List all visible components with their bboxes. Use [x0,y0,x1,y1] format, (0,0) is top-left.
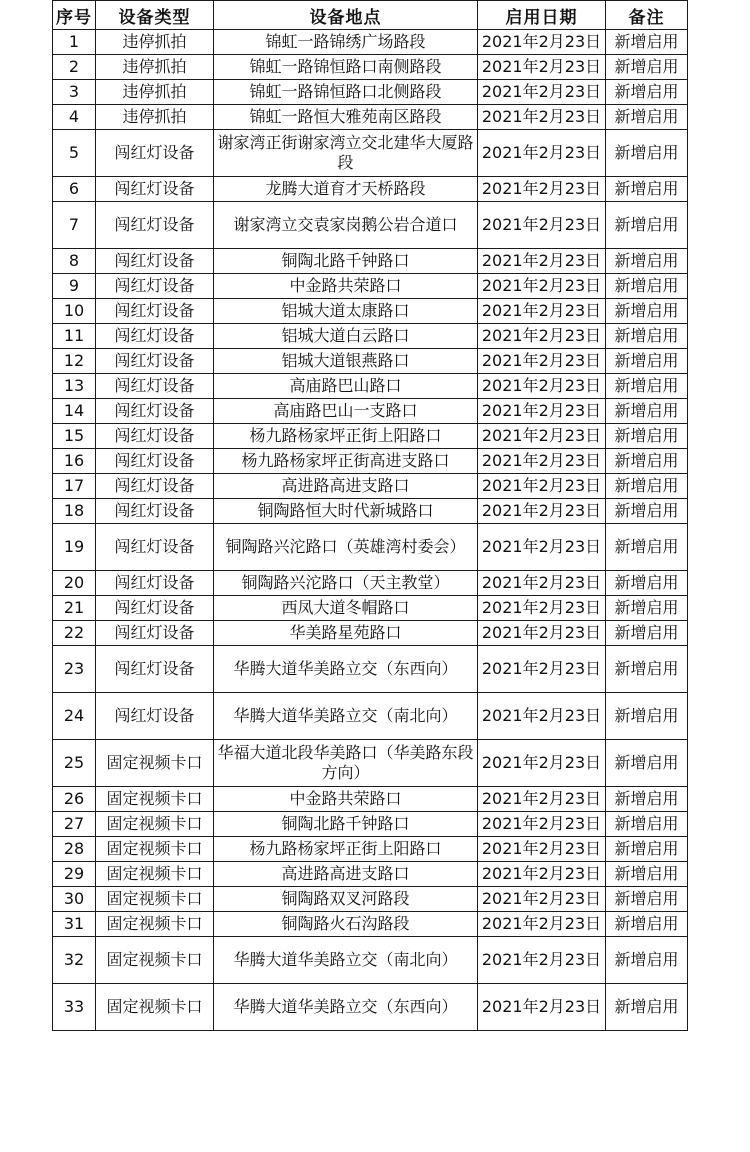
row-start-date: 2021年2月23日 [478,30,606,55]
table-row [53,324,688,349]
row-start-date: 2021年2月23日 [478,474,606,499]
table-row [53,646,688,693]
row-remarks: 新增启用 [606,937,688,984]
row-location: 铜陶北路千钟路口 [214,249,478,274]
row-serial: 28 [53,837,96,862]
row-serial: 12 [53,349,96,374]
row-location: 杨九路杨家坪正街高进支路口 [214,449,478,474]
row-serial: 29 [53,862,96,887]
row-location: 华福大道北段华美路口（华美路东段方向） [214,740,478,787]
table-row [53,274,688,299]
header-start-date: 启用日期 [478,1,606,30]
row-serial: 18 [53,499,96,524]
row-serial: 23 [53,646,96,693]
row-start-date: 2021年2月23日 [478,571,606,596]
row-remarks: 新增启用 [606,55,688,80]
table-row [53,740,688,787]
table-row [53,55,688,80]
table-row [53,862,688,887]
row-remarks: 新增启用 [606,249,688,274]
row-serial: 13 [53,374,96,399]
header-location: 设备地点 [214,1,478,30]
row-serial: 20 [53,571,96,596]
row-location: 西凤大道冬帽路口 [214,596,478,621]
row-start-date: 2021年2月23日 [478,249,606,274]
row-start-date: 2021年2月23日 [478,837,606,862]
row-start-date: 2021年2月23日 [478,130,606,177]
row-serial: 17 [53,474,96,499]
row-start-date: 2021年2月23日 [478,596,606,621]
row-device-type: 闯红灯设备 [96,596,214,621]
row-serial: 7 [53,202,96,249]
row-location: 铜陶路恒大时代新城路口 [214,499,478,524]
row-serial: 32 [53,937,96,984]
row-location: 高庙路巴山一支路口 [214,399,478,424]
row-serial: 14 [53,399,96,424]
row-start-date: 2021年2月23日 [478,862,606,887]
row-remarks: 新增启用 [606,646,688,693]
row-remarks: 新增启用 [606,202,688,249]
row-start-date: 2021年2月23日 [478,374,606,399]
table-row [53,887,688,912]
row-start-date: 2021年2月23日 [478,105,606,130]
row-device-type: 闯红灯设备 [96,202,214,249]
row-device-type: 闯红灯设备 [96,349,214,374]
row-serial: 5 [53,130,96,177]
header-remarks: 备注 [606,1,688,30]
header-serial: 序号 [53,1,96,30]
row-location: 铝城大道银燕路口 [214,349,478,374]
table-row [53,177,688,202]
row-serial: 24 [53,693,96,740]
row-device-type: 固定视频卡口 [96,984,214,1031]
row-start-date: 2021年2月23日 [478,621,606,646]
table-row [53,693,688,740]
header-device-type: 设备类型 [96,1,214,30]
row-serial: 9 [53,274,96,299]
row-location: 华美路星苑路口 [214,621,478,646]
table-row [53,937,688,984]
row-location: 铜陶路双叉河路段 [214,887,478,912]
table-row [53,105,688,130]
row-device-type: 闯红灯设备 [96,374,214,399]
row-device-type: 闯红灯设备 [96,274,214,299]
row-device-type: 固定视频卡口 [96,812,214,837]
row-serial: 1 [53,30,96,55]
row-serial: 25 [53,740,96,787]
row-remarks: 新增启用 [606,787,688,812]
row-serial: 15 [53,424,96,449]
row-device-type: 闯红灯设备 [96,424,214,449]
row-location: 中金路共荣路口 [214,787,478,812]
table-row [53,80,688,105]
row-device-type: 闯红灯设备 [96,693,214,740]
row-remarks: 新增启用 [606,105,688,130]
row-location: 锦虹一路锦恒路口南侧路段 [214,55,478,80]
row-location: 华腾大道华美路立交（南北向） [214,693,478,740]
table-row [53,130,688,177]
table-row [53,596,688,621]
table-row [53,399,688,424]
table-row [53,349,688,374]
row-remarks: 新增启用 [606,349,688,374]
row-start-date: 2021年2月23日 [478,984,606,1031]
row-device-type: 固定视频卡口 [96,887,214,912]
row-remarks: 新增启用 [606,399,688,424]
row-start-date: 2021年2月23日 [478,80,606,105]
row-remarks: 新增启用 [606,837,688,862]
row-device-type: 闯红灯设备 [96,324,214,349]
row-device-type: 违停抓拍 [96,55,214,80]
row-start-date: 2021年2月23日 [478,399,606,424]
row-remarks: 新增启用 [606,474,688,499]
row-device-type: 闯红灯设备 [96,621,214,646]
row-start-date: 2021年2月23日 [478,449,606,474]
row-location: 华腾大道华美路立交（南北向） [214,937,478,984]
row-remarks: 新增启用 [606,621,688,646]
row-start-date: 2021年2月23日 [478,740,606,787]
row-start-date: 2021年2月23日 [478,55,606,80]
row-serial: 16 [53,449,96,474]
row-location: 华腾大道华美路立交（东西向） [214,646,478,693]
row-device-type: 闯红灯设备 [96,299,214,324]
row-remarks: 新增启用 [606,524,688,571]
row-remarks: 新增启用 [606,177,688,202]
row-start-date: 2021年2月23日 [478,524,606,571]
row-serial: 30 [53,887,96,912]
row-remarks: 新增启用 [606,499,688,524]
table-row [53,249,688,274]
table-row [53,621,688,646]
row-device-type: 闯红灯设备 [96,130,214,177]
row-location: 高进路高进支路口 [214,862,478,887]
row-serial: 10 [53,299,96,324]
table-row [53,299,688,324]
row-remarks: 新增启用 [606,374,688,399]
row-location: 铜陶北路千钟路口 [214,812,478,837]
table-row [53,374,688,399]
equipment-table [52,0,688,1031]
table-row [53,424,688,449]
row-start-date: 2021年2月23日 [478,912,606,937]
row-start-date: 2021年2月23日 [478,274,606,299]
table-row [53,571,688,596]
row-serial: 3 [53,80,96,105]
row-start-date: 2021年2月23日 [478,812,606,837]
row-device-type: 固定视频卡口 [96,912,214,937]
row-device-type: 固定视频卡口 [96,862,214,887]
row-serial: 31 [53,912,96,937]
row-device-type: 固定视频卡口 [96,937,214,984]
row-device-type: 闯红灯设备 [96,571,214,596]
row-remarks: 新增启用 [606,571,688,596]
row-remarks: 新增启用 [606,596,688,621]
row-remarks: 新增启用 [606,862,688,887]
row-device-type: 闯红灯设备 [96,474,214,499]
table-row [53,984,688,1031]
row-location: 谢家湾正街谢家湾立交北建华大厦路段 [214,130,478,177]
row-serial: 11 [53,324,96,349]
row-remarks: 新增启用 [606,130,688,177]
row-start-date: 2021年2月23日 [478,693,606,740]
table-row [53,787,688,812]
row-serial: 33 [53,984,96,1031]
row-remarks: 新增启用 [606,299,688,324]
row-remarks: 新增启用 [606,274,688,299]
row-device-type: 固定视频卡口 [96,740,214,787]
row-remarks: 新增启用 [606,30,688,55]
table-row [53,524,688,571]
row-start-date: 2021年2月23日 [478,937,606,984]
table-row [53,912,688,937]
row-serial: 2 [53,55,96,80]
row-location: 锦虹一路锦恒路口北侧路段 [214,80,478,105]
table-row [53,499,688,524]
row-device-type: 闯红灯设备 [96,646,214,693]
row-device-type: 违停抓拍 [96,30,214,55]
row-serial: 22 [53,621,96,646]
table-header-row [53,1,688,30]
row-remarks: 新增启用 [606,740,688,787]
table-row [53,449,688,474]
row-location: 杨九路杨家坪正街上阳路口 [214,837,478,862]
row-start-date: 2021年2月23日 [478,299,606,324]
row-device-type: 闯红灯设备 [96,524,214,571]
row-location: 铜陶路兴沱路口（英雄湾村委会） [214,524,478,571]
row-remarks: 新增启用 [606,912,688,937]
row-location: 高进路高进支路口 [214,474,478,499]
table-body [53,30,688,1031]
row-serial: 4 [53,105,96,130]
row-remarks: 新增启用 [606,80,688,105]
row-location: 锦虹一路恒大雅苑南区路段 [214,105,478,130]
row-device-type: 闯红灯设备 [96,399,214,424]
row-location: 华腾大道华美路立交（东西向） [214,984,478,1031]
row-location: 中金路共荣路口 [214,274,478,299]
row-location: 铜陶路兴沱路口（天主教堂） [214,571,478,596]
row-start-date: 2021年2月23日 [478,646,606,693]
row-start-date: 2021年2月23日 [478,177,606,202]
row-location: 锦虹一路锦绣广场路段 [214,30,478,55]
row-remarks: 新增启用 [606,693,688,740]
row-start-date: 2021年2月23日 [478,424,606,449]
table-row [53,812,688,837]
row-device-type: 违停抓拍 [96,105,214,130]
row-device-type: 闯红灯设备 [96,177,214,202]
row-location: 铝城大道太康路口 [214,299,478,324]
table-row [53,202,688,249]
row-start-date: 2021年2月23日 [478,499,606,524]
row-location: 谢家湾立交袁家岗鹅公岩合道口 [214,202,478,249]
row-device-type: 闯红灯设备 [96,499,214,524]
row-start-date: 2021年2月23日 [478,324,606,349]
row-location: 铝城大道白云路口 [214,324,478,349]
row-device-type: 固定视频卡口 [96,837,214,862]
row-remarks: 新增启用 [606,984,688,1031]
row-serial: 19 [53,524,96,571]
table-row [53,837,688,862]
row-serial: 21 [53,596,96,621]
row-start-date: 2021年2月23日 [478,349,606,374]
row-remarks: 新增启用 [606,449,688,474]
row-location: 高庙路巴山路口 [214,374,478,399]
table-row [53,30,688,55]
row-start-date: 2021年2月23日 [478,202,606,249]
row-remarks: 新增启用 [606,887,688,912]
table-row [53,474,688,499]
row-serial: 27 [53,812,96,837]
row-serial: 26 [53,787,96,812]
row-device-type: 违停抓拍 [96,80,214,105]
row-location: 杨九路杨家坪正街上阳路口 [214,424,478,449]
row-location: 龙腾大道育才天桥路段 [214,177,478,202]
row-device-type: 闯红灯设备 [96,449,214,474]
row-remarks: 新增启用 [606,424,688,449]
row-device-type: 闯红灯设备 [96,249,214,274]
row-location: 铜陶路火石沟路段 [214,912,478,937]
row-start-date: 2021年2月23日 [478,887,606,912]
row-serial: 6 [53,177,96,202]
row-remarks: 新增启用 [606,324,688,349]
row-serial: 8 [53,249,96,274]
row-start-date: 2021年2月23日 [478,787,606,812]
row-remarks: 新增启用 [606,812,688,837]
row-device-type: 固定视频卡口 [96,787,214,812]
